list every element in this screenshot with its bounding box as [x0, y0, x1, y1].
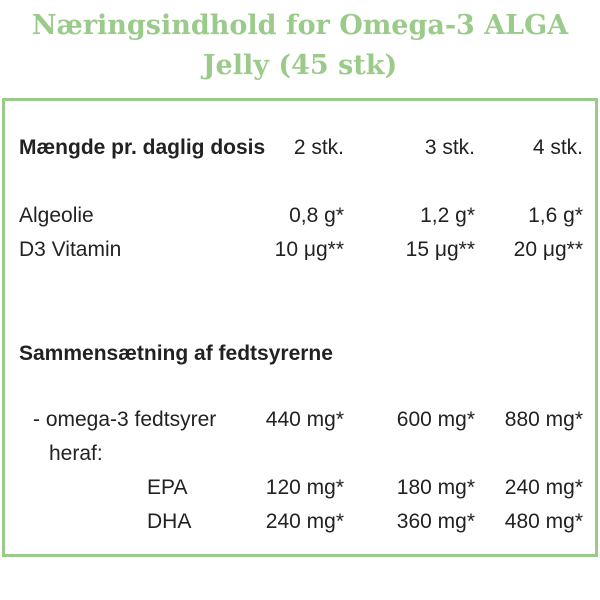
nutrition-table	[2, 98, 598, 557]
heraf-label: heraf:	[49, 442, 103, 465]
row-value: 15 μg**	[405, 238, 475, 261]
title-line-1: Næringsindhold for Omega-3 ALGA	[31, 10, 569, 41]
dose-header-label: Mængde pr. daglig dosis	[19, 136, 266, 159]
row-value: 240 mg*	[265, 510, 344, 533]
row-label-d3-vitamin: D3 Vitamin	[19, 238, 122, 261]
row-value: 480 mg*	[504, 510, 583, 533]
dose-header-col1: 2 stk.	[293, 136, 344, 159]
row-value: 1,6 g*	[528, 204, 583, 227]
page-title	[0, 6, 600, 86]
dose-header-col3: 4 stk.	[532, 136, 583, 159]
section-title: Sammensætning af fedtsyrerne	[19, 342, 333, 365]
title-line-2: Jelly (45 stk)	[202, 50, 398, 81]
row-value: 1,2 g*	[420, 204, 475, 227]
row-value: 20 μg**	[513, 238, 583, 261]
row-value: 10 μg**	[274, 238, 344, 261]
row-label-omega3: - omega-3 fedtsyrer	[33, 408, 217, 431]
row-value: 240 mg*	[504, 476, 583, 499]
row-value: 180 mg*	[396, 476, 475, 499]
dose-header-col2: 3 stk.	[424, 136, 475, 159]
row-value: 600 mg*	[396, 408, 475, 431]
row-value: 0,8 g*	[289, 204, 344, 227]
row-label-dha: DHA	[147, 510, 192, 533]
row-label-epa: EPA	[147, 476, 188, 499]
row-value: 440 mg*	[265, 408, 344, 431]
row-value: 120 mg*	[265, 476, 344, 499]
row-label-algeolie: Algeolie	[19, 204, 94, 227]
row-value: 360 mg*	[396, 510, 475, 533]
row-value: 880 mg*	[504, 408, 583, 431]
